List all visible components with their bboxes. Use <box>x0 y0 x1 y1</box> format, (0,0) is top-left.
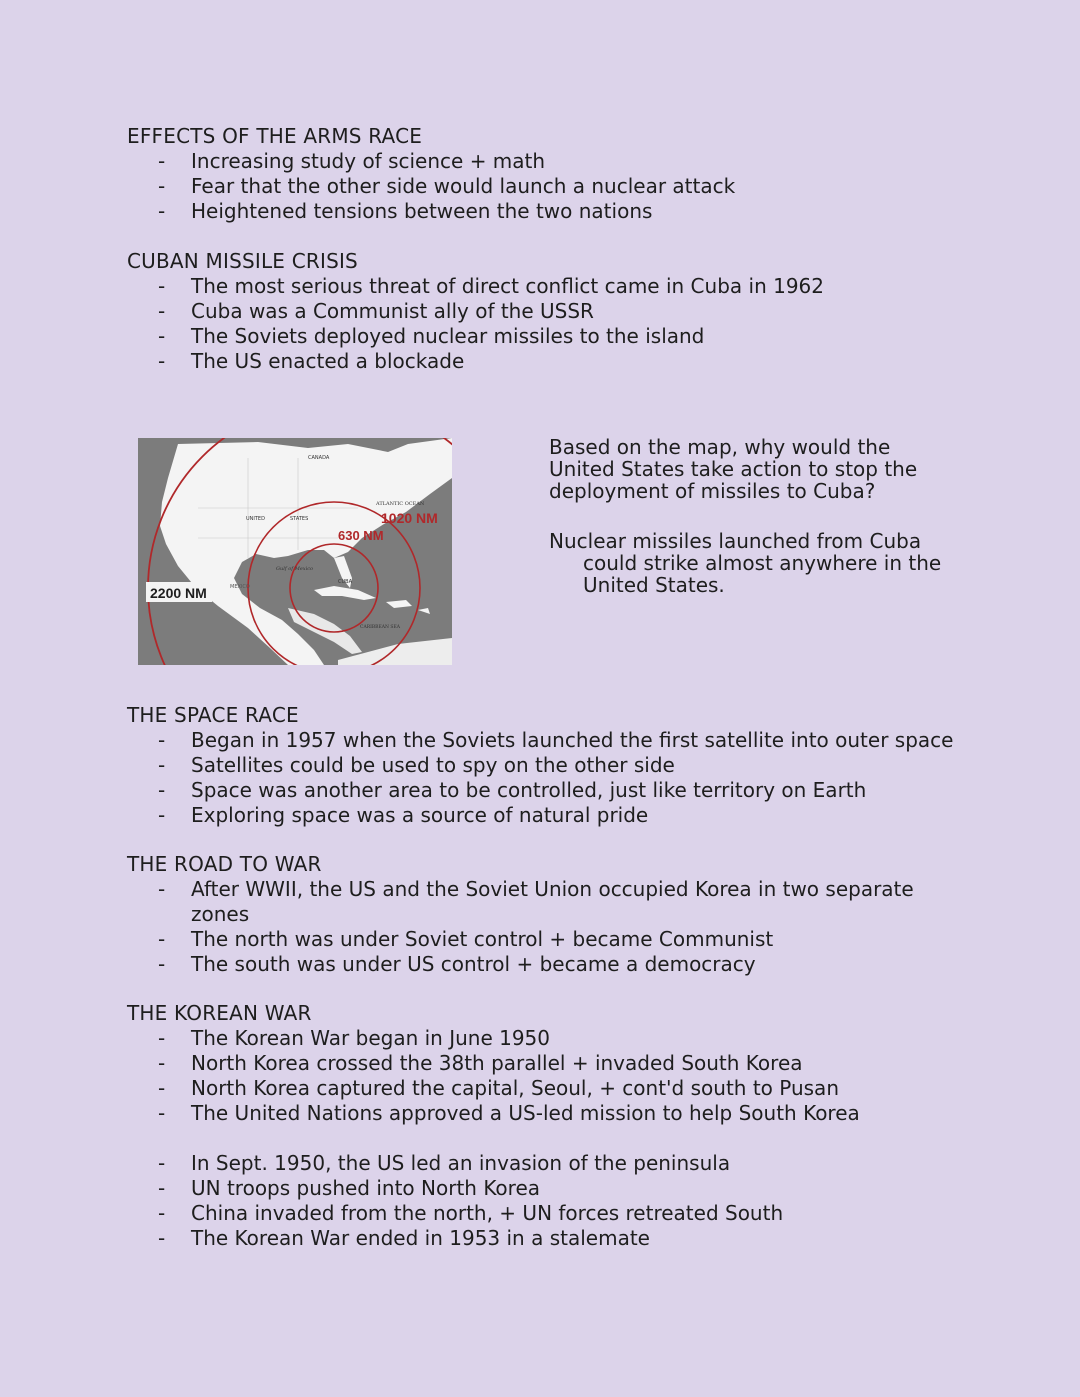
list-item: - Began in 1957 when the Soviets launched the first satellite into outer space <box>127 728 967 753</box>
list-item: - The most serious threat of direct conflict came in Cuba in 1962 <box>127 274 967 299</box>
range-label-630: 630 NM <box>338 528 384 543</box>
bullet-list <box>127 877 967 977</box>
bullet-list-continued <box>127 1151 967 1251</box>
list-item: - In Sept. 1950, the US led an invasion of the peninsula <box>127 1151 967 1176</box>
map-label-caribbean: CARIBBEAN SEA <box>360 625 400 630</box>
map-label-gulf: Gulf of Mexico <box>276 566 314 572</box>
answer-line: United States. <box>583 573 725 597</box>
section-heading: CUBAN MISSILE CRISIS <box>127 249 358 273</box>
list-item: - Satellites could be used to spy on the other side <box>127 753 967 778</box>
section-road-to-war <box>127 852 967 977</box>
bullet-list <box>127 1026 967 1126</box>
section-korean-war <box>127 1001 967 1251</box>
list-item: - The United Nations approved a US-led mission to help South Korea <box>127 1101 967 1126</box>
list-item: - China invaded from the north, + UN forces retreated South <box>127 1201 967 1226</box>
list-item: - The Korean War began in June 1950 <box>127 1026 967 1051</box>
section-heading: THE KOREAN WAR <box>127 1001 312 1025</box>
section-heading: THE ROAD TO WAR <box>127 852 322 876</box>
list-item: - The US enacted a blockade <box>127 349 967 374</box>
map-label-canada: CANADA <box>308 455 330 461</box>
list-item: - After WWII, the US and the Soviet Union occupied Korea in two separate zones <box>127 877 921 927</box>
section-heading: EFFECTS OF THE ARMS RACE <box>127 124 423 148</box>
map-label-atlantic: ATLANTIC OCEAN <box>376 501 425 507</box>
map-label-states: STATES <box>290 516 309 522</box>
missile-range-map <box>138 438 452 665</box>
list-item: - Exploring space was a source of natural pride <box>127 803 967 828</box>
section-space-race <box>127 703 967 828</box>
answer-line: could strike almost anywhere in the <box>583 551 942 575</box>
bullet-list <box>127 728 967 828</box>
list-item: - Space was another area to be controlled, just like territory on Earth <box>127 778 967 803</box>
list-item: - North Korea captured the capital, Seoul, + cont'd south to Pusan <box>127 1076 967 1101</box>
answer-line: Nuclear missiles launched from Cuba <box>549 529 922 553</box>
map-question-block <box>549 436 969 596</box>
list-item: - Increasing study of science + math <box>127 149 967 174</box>
list-item: - UN troops pushed into North Korea <box>127 1176 967 1201</box>
map-question: Based on the map, why would the United States take action to stop the deployment of missiles to Cuba? <box>549 435 918 503</box>
list-item: - The north was under Soviet control + became Communist <box>127 927 967 952</box>
list-item: - Fear that the other side would launch a nuclear attack <box>127 174 967 199</box>
list-item: - The Soviets deployed nuclear missiles to the island <box>127 324 967 349</box>
section-heading: THE SPACE RACE <box>127 703 299 727</box>
range-label-1020: 1020 NM <box>381 510 438 526</box>
range-label-2200: 2200 NM <box>150 585 207 601</box>
list-item: - The Korean War ended in 1953 in a stalemate <box>127 1226 967 1251</box>
section-cuban-missile-crisis <box>127 249 967 374</box>
map-answer <box>549 530 969 596</box>
map-label-united: UNITED <box>246 516 265 522</box>
bullet-list <box>127 274 967 374</box>
list-item: - Heightened tensions between the two nations <box>127 199 967 224</box>
list-item: - North Korea crossed the 38th parallel + invaded South Korea <box>127 1051 967 1076</box>
map-label-cuba: CUBA <box>338 579 353 585</box>
bullet-list <box>127 149 967 224</box>
list-item: - Cuba was a Communist ally of the USSR <box>127 299 967 324</box>
section-arms-race <box>127 124 967 224</box>
list-item: - The south was under US control + became a democracy <box>127 952 967 977</box>
map-label-mexico: MEXICO <box>230 584 250 590</box>
